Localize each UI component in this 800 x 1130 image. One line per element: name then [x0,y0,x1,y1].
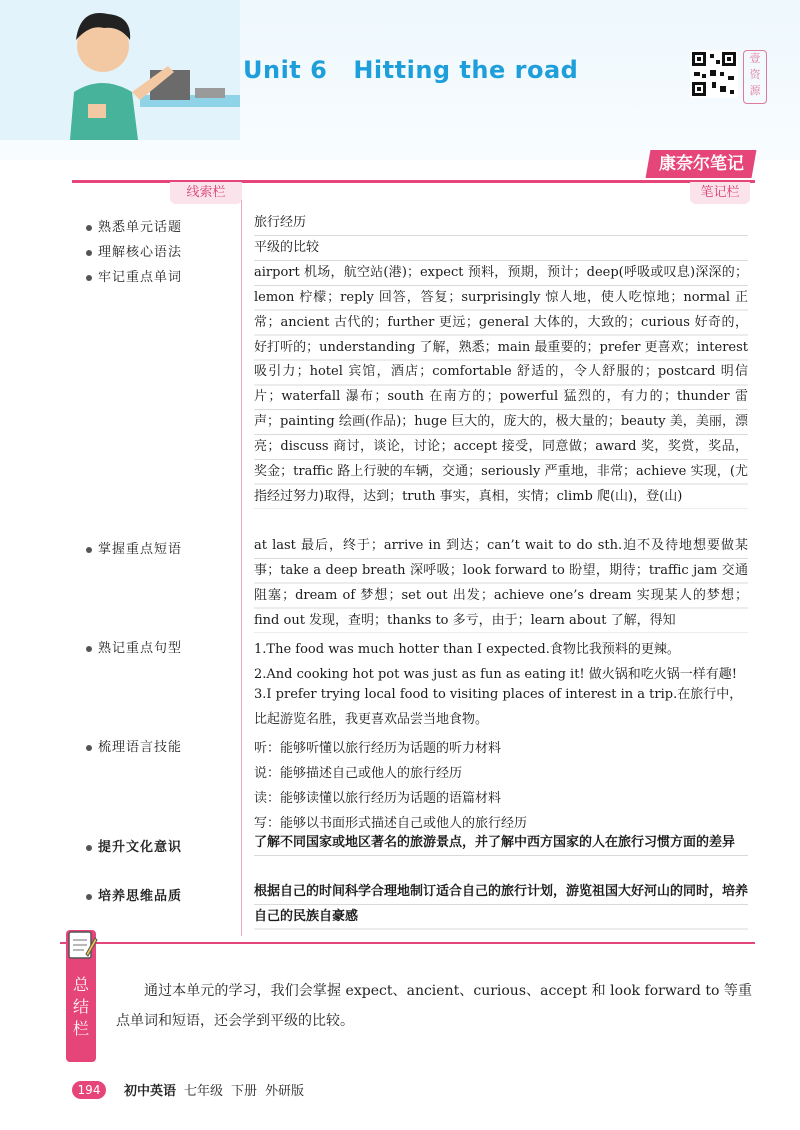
note-skill: 听：能够听懂以旅行经历为话题的听力材料 [254,741,502,756]
note-sentence: 2.And cooking hot pot was just as fun as eating it! 做火锅和吃火锅一样有趣! [254,667,737,682]
summary-text: 通过本单元的学习，我们会掌握 expect、ancient、curious、accept 和 look forward to 等重点单词和短语，还会学到平级的比较。 [116,983,752,1029]
note-column-label: 笔记栏 [690,182,750,204]
note-topic: 旅行经历 [254,211,748,236]
note-skill: 写：能够以书面形式描述自己或他人的旅行经历 [254,816,528,831]
note-sentence: 3.I prefer trying local food to visiting places of interest in a trip.在旅行中，比起游览名胜，我更喜欢品尝当地食物。 [254,687,743,727]
cue-item: 熟记重点句型 [86,637,182,656]
resource-tag-char: 资 [749,68,761,81]
book-volume: 下册 [231,1084,258,1099]
resource-tag-char: 源 [749,84,761,97]
book-edition: 外研版 [265,1084,305,1099]
cue-item: 熟悉单元话题 [86,216,182,235]
cornell-notes-banner: 康奈尔笔记 [646,150,757,178]
bullet-icon [86,745,92,751]
summary-label: 总结栏 [72,975,89,1038]
note-key-phrases: at last 最后，终于；arrive in 到达；can’t wait to do sth.迫不及待地想要做某事；take a deep breath 深呼吸；look forward to 盼望，期待；traffic jam 交通阻塞；dream of 梦想；set out 出发；achieve one’s dream 实现某人的梦想；find out 发现，查明；thanks to 多亏，由于；learn about 了解，得知 [254,534,748,633]
qr-code-icon[interactable] [690,50,738,98]
bullet-icon [86,547,92,553]
bullet-icon [86,646,92,652]
unit-name: Hitting the road [353,56,579,84]
bullet-icon [86,250,92,256]
book-grade: 七年级 [184,1084,224,1099]
bullet-icon [86,845,92,851]
cue-item: 理解核心语法 [86,241,182,260]
note-thinking: 根据自己的时间科学合理地制订适合自己的旅行计划，游览祖国大好河山的同时，培养自己的民族自豪感 [254,880,748,930]
resource-tag [743,50,767,104]
note-skill: 说：能够描述自己或他人的旅行经历 [254,766,463,781]
resource-tag-char: 壹 [749,52,761,65]
unit-title [243,56,578,84]
bullet-icon [86,225,92,231]
bottom-divider [60,942,755,944]
unit-number: Unit 6 [243,56,328,84]
page-number: 194 [72,1081,106,1099]
cue-item: 提升文化意识 [86,836,182,855]
cue-item: 梳理语言技能 [86,736,182,755]
boy-illustration [0,0,240,140]
note-key-words: airport 机场，航空站(港)；expect 预料，预期，预计；deep(呼吸或叹息)深深的；lemon 柠檬；reply 回答，答复；surprisingly 惊人地，使人吃惊地；normal 正常；ancient 古代的；further 更远；general 大体的，大致的；curious 好奇的，好打听的；understanding 了解，熟悉；main 最重要的；prefer 更喜欢；interest 吸引力；hotel 宾馆，酒店；comfortable 舒适的，令人舒服的；postcard 明信片；waterfall 瀑布；south 在南方的；powerful 猛烈的，有力的；thunder 雷声；painting 绘画(作品)；huge 巨大的，庞大的，极大量的；beauty 美，美丽，漂亮；discuss 商讨，谈论，讨论；accept 接受，同意做；award 奖，奖赏，奖品，奖金；traffic 路上行驶的车辆，交通；seriously 严重地，非常；achieve 实现，(尤指经过努力)取得，达到；truth 事实，真相，实情；climb 爬(山)，登(山) [254,261,748,509]
bullet-icon [86,275,92,281]
bullet-icon [86,894,92,900]
notepad-icon [64,928,98,962]
note-sentence: 1.The food was much hotter than I expected.食物比我预料的更辣。 [254,642,680,657]
column-divider [241,200,242,936]
book-title: 初中英语 [124,1084,177,1099]
book-info [124,1080,312,1099]
note-culture: 了解不同国家或地区著名的旅游景点，并了解中西方国家的人在旅行习惯方面的差异 [254,831,748,856]
cue-item: 掌握重点短语 [86,538,182,557]
cue-item: 培养思维品质 [86,885,182,904]
note-grammar: 平级的比较 [254,236,748,261]
note-skill: 读：能够读懂以旅行经历为话题的语篇材料 [254,791,502,806]
cue-column-label: 线索栏 [170,182,242,204]
cue-item: 牢记重点单词 [86,266,182,285]
